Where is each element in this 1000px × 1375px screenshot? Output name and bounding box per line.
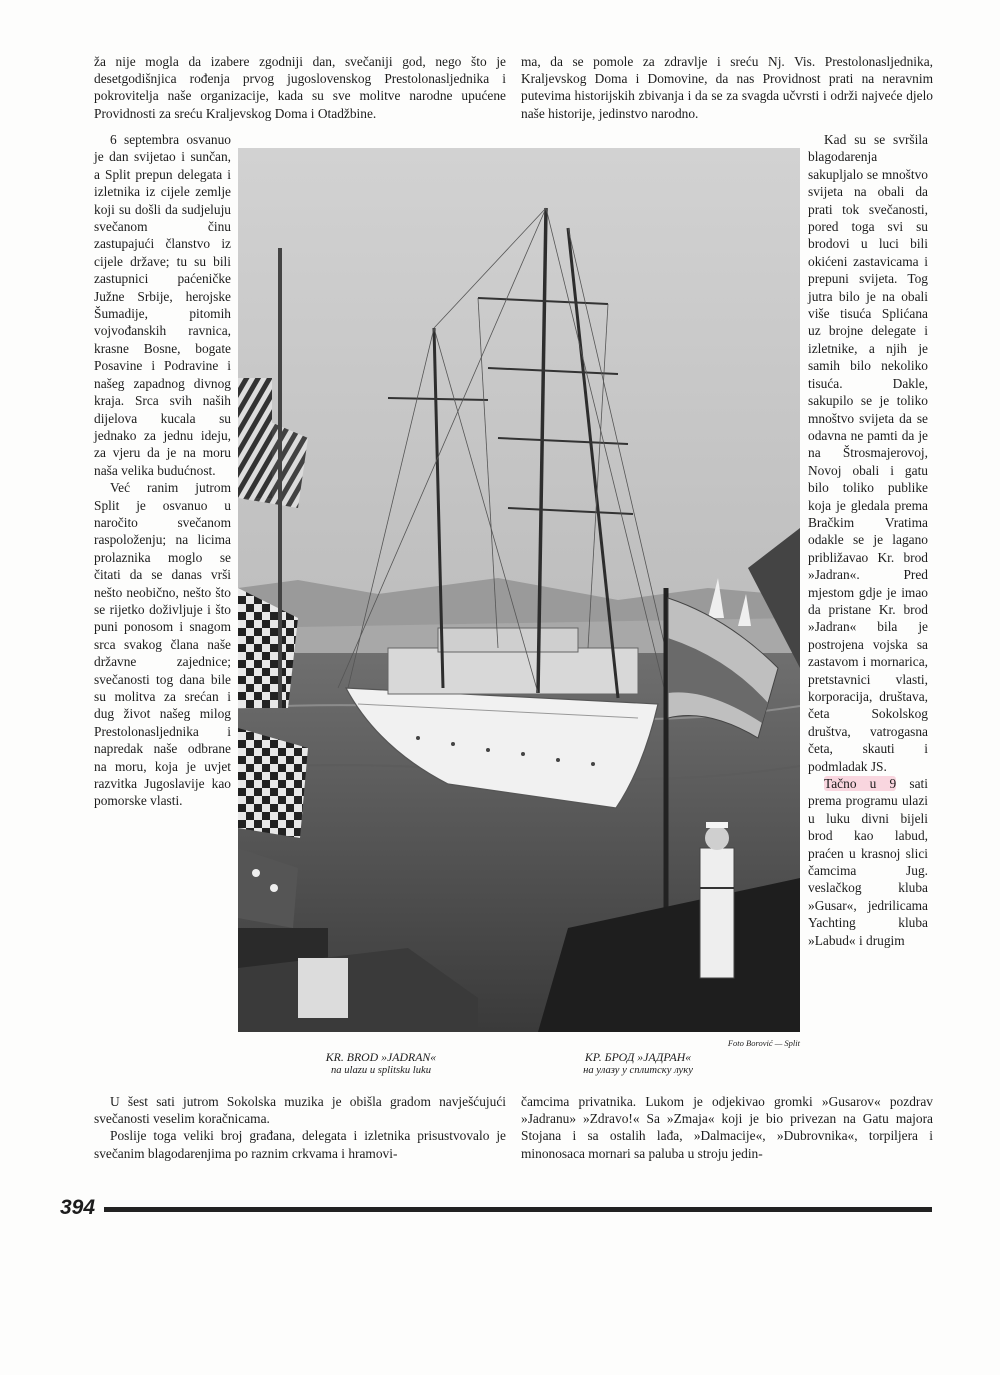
caption-latin-title: KR. BROD »JADRAN«	[325, 1050, 437, 1064]
top-right-paragraph	[521, 53, 933, 122]
left-column-paragraph-1: 6 septembra osvanuo je dan svijetao i sunčan, a Split prepun delegata i izletnika iz cijele zemlje koji su došli da sudjeluju svečanom činu zastupajući članstvo iz cijele države; tu su bili zastupnici paćeničke Južne Srbije, herojske Šumadije, pitomih vojvođanskih ravnica, krasne Bosne, bogate Posavine i Podravine i našeg zapadnog divnog kraja. Srca svih naših dijelova kucala su jednako za jednu ideju, za vjeru da je na moru naša velika budućnost.	[94, 132, 231, 478]
page-number: 394	[60, 1196, 96, 1219]
top-left-text: ža nije mogla da izabere zgodniji dan, svečaniji god, nego što je desetgodišnjica rođenja prvog jugoslovenskog Prestolonasljednika i pokrovitelja naše organizacije, kada su sve molitve narodne upućene Providnosti za sreću Kraljevskog Doma i Otadžbine.	[94, 54, 506, 121]
caption-cyrillic-subtitle: на улазу у сплитску луку	[583, 1065, 693, 1076]
photo-credit: Foto Borović — Split	[727, 1038, 800, 1048]
footer-rule	[104, 1207, 932, 1212]
bottom-left-paragraphs	[94, 1093, 506, 1162]
bottom-right-text: čamcima privatnika. Lukom je odjekivao gromki »Gusarov« pozdrav »Jadranu» »Zdravo!« Sa »Zmaja« koji je bio privezan na Gatu majora Stojana i sa ostalih lađa, »Dalmacije«, »Dubrovnika«, torpiljera i minonosaca mornari sa paluba u stroju jedin-	[521, 1094, 933, 1161]
caption-cyrillic-title: КР. БРОД »ЈАДРАН«	[584, 1050, 692, 1064]
right-column-paragraph-1: Kad su se svršila blagodarenja sakupljalo se mnoštvo svijeta na obali da prati tok svečanosti, pored toga svi su brodovi u luci bili okićeni zastavicama i prepuni svijeta. Tog jutra bilo je na obali više tisuća Splićana uz brojne delegate i izletnike, a njih je samih bilo nekoliko tisuća. Dakle, sakupilo se je toliko mnoštvo svijeta da se odavna ne pamti da je na Štrosmajerovoj, Novoj obali i gatu bilo toliko publike koja je gledala prema Bračkim Vratima odakle se je lagano približavao Kr. brod »Jadran«. Pred mjestom gdje je imao da pristane Kr. brod »Jadran« bila je postrojena vojska sa zastavom i mornarica, pretstavnici vlasti, korporacija, društava, četa Sokolskog društva, vatrogasna četa, skauti i podmladak JS.	[808, 132, 928, 774]
bottom-left-paragraph-2: Poslije toga veliki broj građana, delegata i izletnika prisustvovalo je svečanim blagodarenjima po raznim crkvama i hramovi-	[94, 1128, 506, 1161]
right-column-paragraph-2	[808, 775, 928, 949]
top-right-text: ma, da se pomole za zdravlje i sreću Nj. Vis. Prestolonasljednika, Kraljevskog Doma i Domovine, da nas Providnost prati na neravnim putevima historijskih zbivanja i da se za svagda učvrsti i održi najveće djelo naše historije, jedinstvo narodno.	[521, 54, 933, 121]
bottom-left-paragraph-1: U šest sati jutrom Sokolska muzika je obišla gradom navješćujući svečanosti veselim koračnicama.	[94, 1094, 506, 1127]
top-left-paragraph	[94, 53, 506, 122]
highlighted-text: Tačno u 9	[824, 776, 897, 792]
ship-photo	[238, 148, 800, 1032]
bottom-right-paragraph	[521, 1093, 933, 1162]
right-narrow-column	[808, 131, 928, 949]
right-column-paragraph-2-rest: sati prema programu ulazi u luku divni bijeli brod kao labud, praćen u krasnoj slici čamcima Jug. veslačkog kluba »Gusar«, jedrilicama Yachting kluba »Labud« i drugim	[808, 776, 928, 948]
photo-caption-latin	[296, 1050, 466, 1078]
caption-latin-subtitle: na ulazu u splitsku luku	[330, 1065, 432, 1076]
sailing-ship-photo-icon	[238, 148, 800, 1032]
left-column-paragraph-2: Već ranim jutrom Split je osvanuo u naročito svečanom raspoloženju; na licima prolaznika moglo se čitati da se danas vrši nešto neobično, nešto što se rijetko doživljuje i što puni ponosom i snagom srca svakog člana naše državne zajednice; svečanosti tog dana bile su molitva za srećan i dug život našeg milog Prestolonasljednika i napredak naše odbrane na moru, koja je uvjet razvitka Jugoslavije kao pomorske vlasti.	[94, 480, 231, 809]
left-narrow-column	[94, 131, 231, 810]
photo-caption-cyrillic	[548, 1050, 728, 1078]
